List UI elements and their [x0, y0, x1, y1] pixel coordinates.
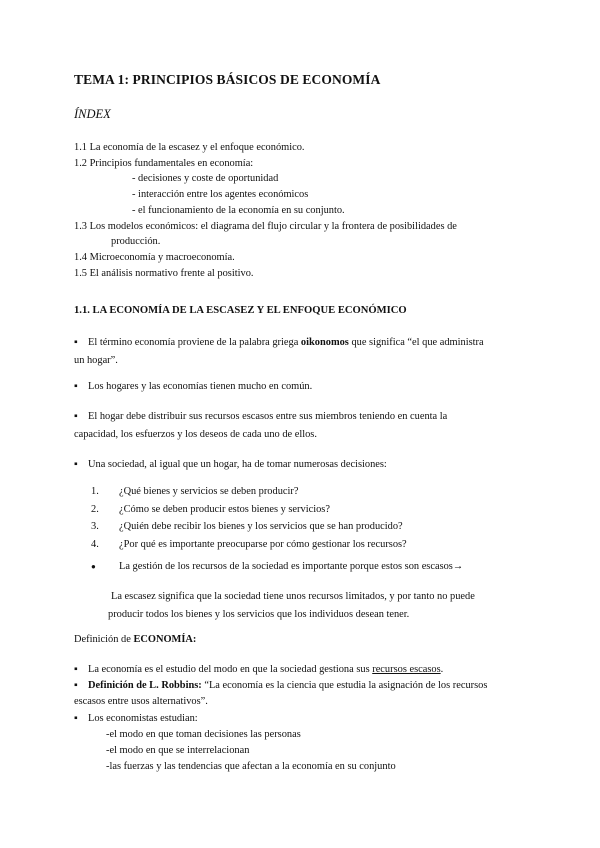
paragraph-etymology: [74, 334, 484, 369]
list-text: ¿Quién debe recibir los bienes y los servicios que se han producido?: [119, 521, 403, 532]
index-heading: ÍNDEX: [74, 107, 111, 121]
toc-subitem: - interacción entre los agentes económicos: [132, 189, 309, 201]
paragraph-management: [91, 558, 463, 576]
toc-item: 1.1 La economía de la escasez y el enfoque económico.: [74, 142, 305, 153]
text: El hogar debe distribuir sus recursos escasos entre sus miembros teniendo en cuenta la: [88, 411, 448, 422]
paragraph-households: [74, 378, 312, 396]
list-item: [91, 536, 407, 554]
term-economia: ECONOMÍA:: [133, 634, 197, 645]
list-number: 3.: [91, 521, 99, 532]
text: que significa “el que administra: [348, 337, 484, 348]
study-item: -el modo en que se interrelacionan: [106, 745, 250, 757]
questions-list: [91, 483, 407, 553]
text: Una sociedad, al igual que un hogar, ha de tomar numerosas decisiones:: [88, 459, 387, 470]
bullet: ▪: [74, 459, 78, 470]
list-text: ¿Cómo se deben producir estos bienes y servicios?: [119, 503, 330, 515]
text: un hogar”.: [74, 354, 118, 366]
bullet: ▪: [74, 381, 78, 392]
text: El término economía proviene de la palabra griega: [88, 337, 301, 348]
list-text: ¿Qué bienes y servicios se deben producir?: [119, 486, 299, 497]
text: Los economistas estudian:: [88, 712, 198, 724]
list-item: [91, 501, 407, 519]
text: La gestión de los recursos de la sociedad es importante porque estos son escasos→: [119, 561, 464, 572]
list-item: [91, 518, 407, 536]
term-oikonomos: oikonomos: [300, 337, 349, 348]
bullet: ▪: [74, 411, 78, 422]
bullet: ▪: [74, 337, 78, 348]
bullet: ▪: [74, 712, 78, 724]
toc-item-continuation: producción.: [111, 236, 161, 248]
list-text: ¿Por qué es importante preocuparse por cómo gestionar los recursos?: [119, 538, 407, 550]
text: .: [440, 664, 444, 675]
page-title: TEMA 1: PRINCIPIOS BÁSICOS DE ECONOMÍA: [74, 72, 381, 87]
robbins-label: Definición de L. Robbins:: [88, 680, 202, 692]
text: producir todos los bienes y los servicios que los individuos desean tener.: [108, 608, 410, 620]
toc-item: 1.5 El análisis normativo frente al positivo.: [74, 267, 254, 279]
list-number: 1.: [91, 486, 99, 497]
text: La economía es el estudio del modo en que la sociedad gestiona sus: [88, 664, 373, 675]
toc-item: 1.3 Los modelos económicos: el diagrama del flujo circular y la frontera de posibilidades de: [74, 220, 457, 232]
underlined-term: recursos escasos: [372, 664, 441, 675]
toc-subitem: - decisiones y coste de oportunidad: [132, 173, 279, 185]
paragraph-scarcity: [108, 588, 475, 623]
paragraph-household-resources: [74, 408, 447, 443]
text: Definición de: [74, 634, 134, 645]
table-of-contents: [74, 140, 457, 281]
text: capacidad, los esfuerzos y los deseos de cada uno de ellos.: [74, 428, 317, 440]
list-number: 4.: [91, 538, 99, 550]
study-item: -las fuerzas y las tendencias que afectan a la economía en su conjunto: [106, 761, 396, 773]
text: “La economía es la ciencia que estudia la asignación de los recursos: [201, 680, 488, 692]
paragraph-society: [74, 456, 387, 474]
dot-bullet: ●: [91, 562, 96, 571]
toc-item: 1.2 Principios fundamentales en economía:: [74, 157, 254, 169]
definition-heading: [74, 634, 196, 645]
list-number: 2.: [91, 503, 99, 515]
toc-item: 1.4 Microeconomía y macroeconomía.: [74, 251, 235, 263]
text: La escasez significa que la sociedad tiene unos recursos limitados, y por tanto no puede: [111, 591, 475, 602]
study-item: -el modo en que toman decisiones las personas: [106, 728, 301, 740]
bullet: ▪: [74, 680, 78, 692]
bullet: ▪: [74, 664, 78, 675]
list-item: [91, 483, 407, 501]
definitions-block: [74, 662, 487, 775]
text: Los hogares y las economías tienen mucho en común.: [88, 381, 313, 392]
section-heading: 1.1. LA ECONOMÍA DE LA ESCASEZ Y EL ENFOQUE ECONÓMICO: [74, 305, 407, 316]
text: escasos entre usos alternativos”.: [74, 696, 208, 708]
toc-subitem: - el funcionamiento de la economía en su conjunto.: [132, 204, 345, 216]
